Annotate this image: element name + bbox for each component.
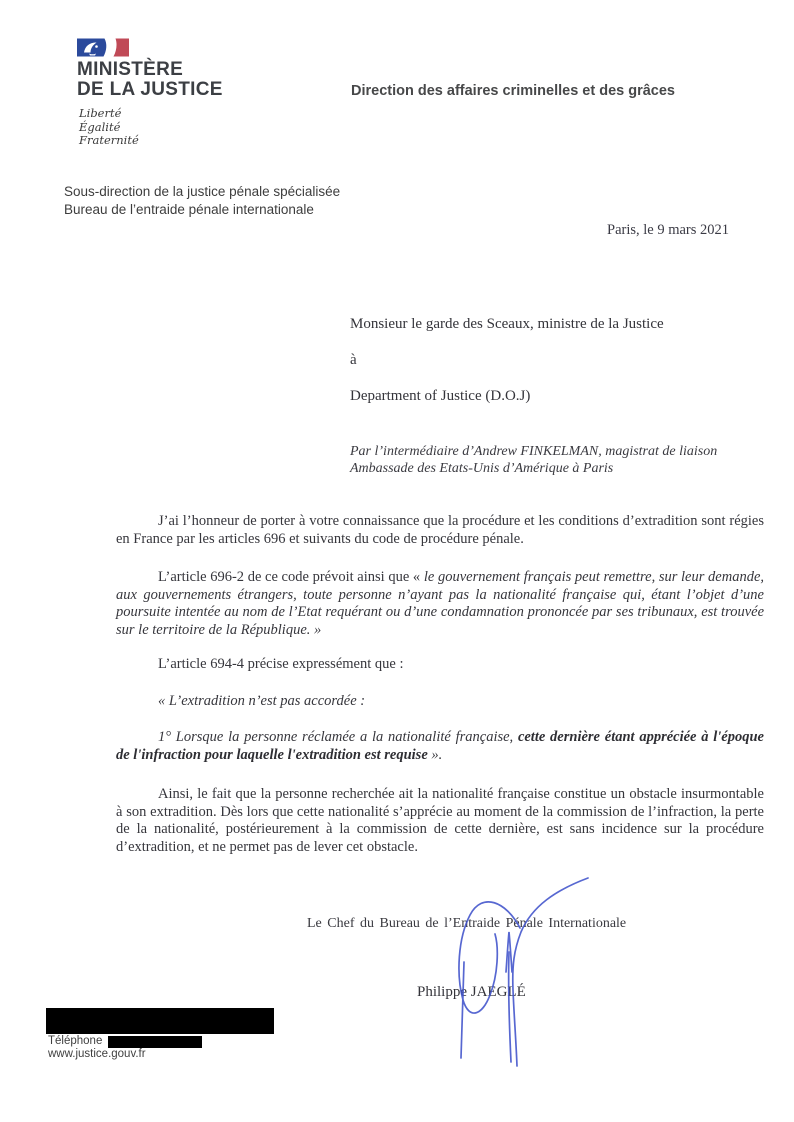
recipient-line1: Monsieur le garde des Sceaux, ministre de la Justice bbox=[350, 316, 664, 332]
republic-motto bbox=[79, 107, 139, 148]
paragraph-6: Ainsi, le fait que la personne recherchée ait la nationalité française constitue un obstacle insurmontable à son extradition. Dès lors que cette nationalité s’apprécie au moment de la commission de l’infraction, la perte de la nationalité, postérieurement à la commission de cette dernière, est sans incidence sur la procédure d’extradition, et ne permet pas de lever cet obstacle. bbox=[116, 786, 764, 855]
ministry-title bbox=[77, 60, 223, 100]
website-url: www.justice.gouv.fr bbox=[48, 1048, 146, 1060]
paragraph-5-lead: 1° Lorsque la personne réclamée a la nationalité française, bbox=[158, 729, 518, 745]
recipient-line2: à bbox=[350, 352, 357, 368]
via-line1: Par l’intermédiaire d’Andrew FINKELMAN, magistrat de liaison bbox=[350, 444, 718, 459]
via-block bbox=[350, 443, 717, 477]
phone-label: Téléphone bbox=[48, 1035, 103, 1047]
paragraph-4: « L’extradition n’est pas accordée : bbox=[158, 693, 366, 709]
subdirection-line: Sous-direction de la justice pénale spécialisée bbox=[64, 184, 341, 199]
paragraph-5 bbox=[116, 729, 764, 764]
motto-liberte: Liberté bbox=[79, 106, 122, 120]
via-line2: Ambassade des Etats-Unis d’Amérique à Paris bbox=[350, 461, 614, 476]
bureau-line: Bureau de l’entraide pénale internationale bbox=[64, 202, 314, 217]
subdirection-block bbox=[64, 183, 340, 219]
recipient-line3: Department of Justice (D.O.J) bbox=[350, 388, 531, 404]
signoff-title: Le Chef du Bureau de l’Entraide Pénale Internationale bbox=[307, 916, 627, 931]
redaction-box-large bbox=[46, 1008, 274, 1034]
signoff-name: Philippe JAEGLÉ bbox=[417, 984, 526, 1000]
motto-egalite: Égalité bbox=[79, 119, 121, 134]
date-line: Paris, le 9 mars 2021 bbox=[607, 222, 730, 238]
handwritten-signature bbox=[440, 865, 610, 1077]
paragraph-2 bbox=[116, 569, 764, 639]
ministry-line1: MINISTÈRE bbox=[77, 59, 184, 80]
paragraph-2-lead: L’article 696-2 de ce code prévoit ainsi que « bbox=[158, 569, 424, 585]
motto-fraternite: Fraternité bbox=[79, 133, 139, 147]
direction-title: Direction des affaires criminelles et des grâces bbox=[351, 83, 675, 99]
paragraph-1: J’ai l’honneur de porter à votre connaissance que la procédure et les conditions d’extradition sont régies en France par les articles 696 et suivants du code de procédure pénale. bbox=[116, 513, 764, 547]
paragraph-5-bold: cette dernière étant appréciée à l'époque de l'infraction pour laquelle l'extradition est requise bbox=[116, 729, 764, 763]
paragraph-3: L’article 694-4 précise expressément que : bbox=[158, 656, 404, 672]
ministry-line2: DE LA JUSTICE bbox=[77, 79, 223, 100]
paragraph-5-tail: ». bbox=[427, 746, 443, 763]
french-republic-logo-icon bbox=[77, 38, 129, 57]
paragraph-2-quote: le gouvernement français peut remettre, sur leur demande, aux gouvernements étrangers, toute personne n’ayant pas la nationalité française qui, étant l’objet d’une poursuite intentée au nom de l’Etat requérant ou d’une condamnation prononcée par ses tribunaux, est trouvée sur le territoire de la République. » bbox=[116, 569, 764, 638]
redaction-box-phone bbox=[108, 1036, 202, 1048]
